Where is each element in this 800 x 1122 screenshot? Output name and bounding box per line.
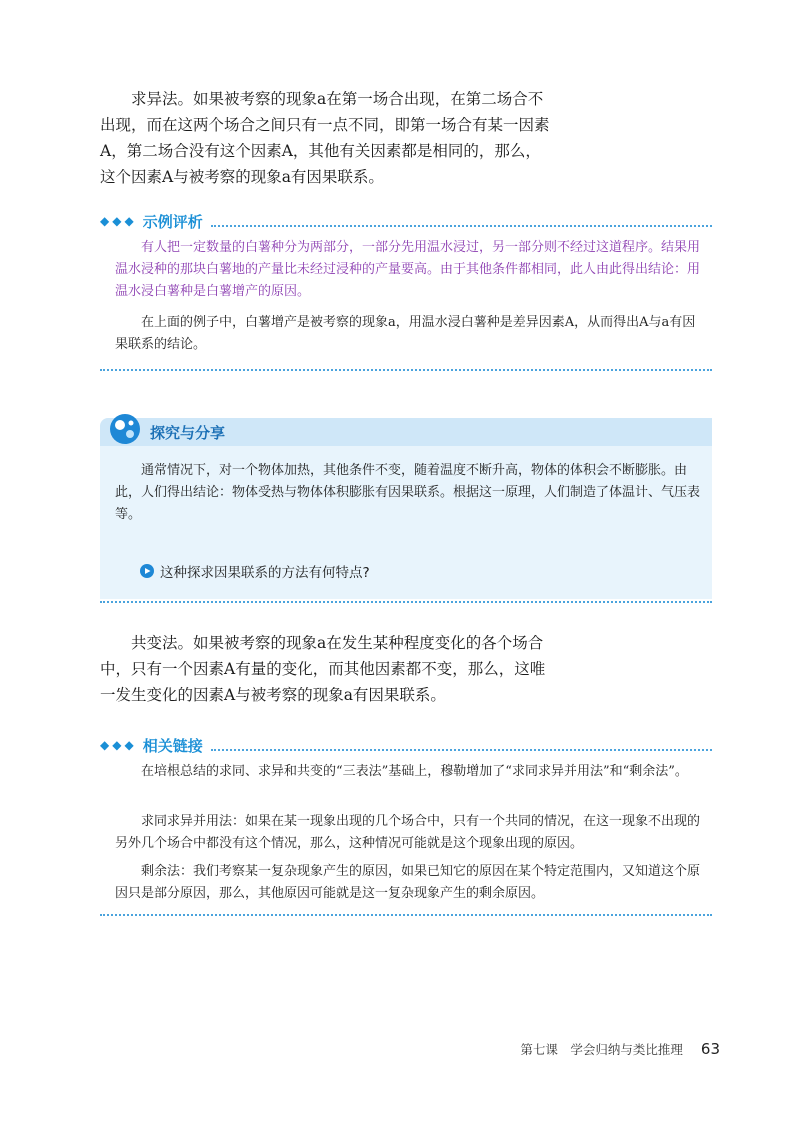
dotted-divider [211, 216, 712, 227]
example-analysis: 在上面的例子中，白薯增产是被考察的现象a，用温水浸白薯种是差异因素A，从而得出A与a有因果联系的结论。 [115, 315, 696, 352]
paragraph-qiuyi: 求异法。如果被考察的现象a在第一场合出现，在第二场合不出现，而在这两个场合之间只有一点不同，即第一场合有某一因素A，第二场合没有这个因素A，其他有关因素都是相同的，那么，这个因素A与被考察的现象a有因果联系。 [100, 90, 550, 186]
explore-body-text: 通常情况下，对一个物体加热，其他条件不变，随着温度不断升高，物体的体积会不断膨胀。由此，人们得出结论：物体受热与物体体积膨胀有因果联系。根据这一原理，人们制造了体温计、气压表等。 [115, 463, 701, 522]
link-section-header [100, 735, 712, 755]
explore-globe-icon [108, 412, 142, 446]
link-section-title: 相关链接 [142, 736, 203, 755]
example-text: 有人把一定数量的白薯种分为两部分，一部分先用温水浸过，另一部分则不经过这道程序。结果用温水浸种的那块白薯地的产量比未经过浸种的产量要高。由于其他条件都相同，此人由此得出结论：用温水浸白薯种是白薯增产的原因。 [115, 240, 701, 299]
example-section-header [100, 211, 712, 231]
example-section-bottom-divider [100, 369, 712, 371]
explore-section-title: 探究与分享 [150, 424, 226, 442]
play-circle-icon [140, 564, 154, 578]
dotted-divider [211, 740, 712, 751]
link-paragraph-1: 在培根总结的求同、求异和共变的“三表法”基础上，穆勒增加了“求同求异并用法”和“剩余法”。 [141, 764, 688, 779]
link-section-bottom-divider [100, 914, 712, 916]
page-number: 63 [700, 1040, 720, 1058]
chapter-title: 第七课 学会归纳与类比推理 [520, 1042, 683, 1057]
paragraph-gongbian: 共变法。如果被考察的现象a在发生某种程度变化的各个场合中，只有一个因素A有量的变化，而其他因素都不变，那么，这唯一发生变化的因素A与被考察的现象a有因果联系。 [100, 634, 546, 704]
explore-question [140, 561, 370, 581]
example-section-title: 示例评析 [142, 212, 203, 231]
diamond-markers: ◆◆◆ [100, 738, 137, 752]
page-footer [480, 1040, 720, 1058]
explore-section-bottom-divider [100, 601, 712, 603]
diamond-markers: ◆◆◆ [100, 214, 137, 228]
explore-question-text: 这种探求因果联系的方法有何特点? [160, 565, 370, 581]
link-paragraph-2: 求同求异并用法：如果在某一现象出现的几个场合中，只有一个共同的情况，在这一现象不出现的另外几个场合中都没有这个情况，那么，这种情况可能就是这个现象出现的原因。 [115, 814, 701, 851]
link-paragraph-3: 剩余法：我们考察某一复杂现象产生的原因，如果已知它的原因在某个特定范围内，又知道这个原因只是部分原因，那么，其他原因可能就是这一复杂现象产生的剩余原因。 [115, 864, 701, 901]
